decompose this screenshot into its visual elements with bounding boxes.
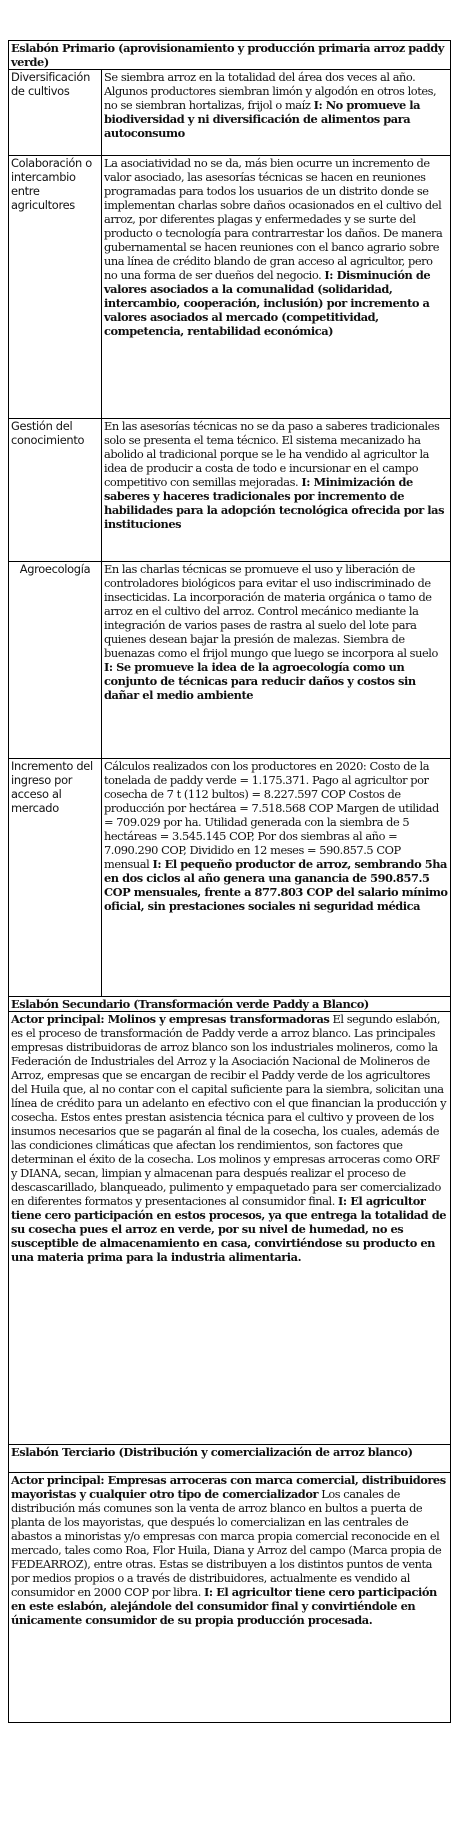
secondary-link-description bbox=[9, 1012, 451, 1445]
row-label-diversification: Diversificación de cultivos bbox=[9, 70, 102, 156]
actor-label: Actor principal: Empresas arroceras con marca comercial, distribuidores mayoristas y cualquier otro tipo de comercializador bbox=[11, 1473, 446, 1501]
tertiary-link-description bbox=[9, 1473, 451, 1723]
table-row bbox=[9, 419, 451, 562]
row-label-agroecology: Agroecología bbox=[9, 562, 102, 759]
impact-text: I: No promueve la biodiversidad y ni diversificación de alimentos para autoconsumo bbox=[104, 98, 421, 140]
actor-label: Actor principal: Molinos y empresas transformadoras bbox=[11, 1012, 330, 1026]
row-description bbox=[102, 759, 451, 997]
description-text: Los canales de distribución más comunes son la venta de arroz blanco en bultos a puerta de planta de los mayoristas, que después lo comercializan en las centrales de abastos a minoristas y/o empresas con marca propia comercial reconocide en el mercado, tales como Roa, Flor Huila, Diana y Arroz del campo (Marca propia de FEDEARROZ), entre otras. Estas se distribuyen a los distintos puntos de venta por medios propios o a través de distribuidores, actualmente es vendido al consumidor en 2000 COP por libra. bbox=[11, 1487, 442, 1599]
table-row bbox=[9, 562, 451, 759]
row-description bbox=[102, 419, 451, 562]
row-description bbox=[102, 562, 451, 759]
row-label-knowledge-management: Gestión del conocimiento bbox=[9, 419, 102, 562]
description-text: Cálculos realizados con los productores en 2020: Costo de la tonelada de paddy verde = 1.175.371. Pago al agricultor por cosecha de 7 t (112 bultos) = 8.227.597 COP Costos de producción por hectárea = 7.518.568 COP Margen de utilidad = 709.029 por ha. Utilidad generada con la siembra de 5 hectáreas = 3.545.145 COP, Por dos siembras al año = 7.090.290 COP, Dividido en 12 meses = 590.857.5 COP mensual bbox=[104, 759, 439, 871]
tertiary-link-header-row bbox=[9, 1445, 451, 1473]
table-row bbox=[9, 759, 451, 997]
description-text: La asociatividad no se da, más bien ocurre un incremento de valor asociado, las asesorías técnicas se hacen en reuniones programadas para todos los usuarios de un distrito donde se implementan charlas sobre daños ocasionados en el cultivo del arroz, por diferentes plagas y enfermedades y se surte del producto o tecnología para contrarrestar los daños. De manera gubernamental se hacen reuniones con el banco agrario sobre una línea de crédito blando de gran acceso al agricultor, pero no una forma de ser dueños del negocio. bbox=[104, 156, 443, 282]
row-label-collaboration: Colaboración o intercambio entre agricultores bbox=[9, 156, 102, 419]
impact-text: I: Se promueve la idea de la agroecología como un conjunto de técnicas para reducir daños y costos sin dañar el medio ambiente bbox=[104, 660, 416, 702]
primary-link-header-row bbox=[9, 41, 451, 70]
description-text: En las charlas técnicas se promueve el uso y liberación de controladores biológicos para evitar el uso indiscriminado de insecticidas. La incorporación de materia orgánica o tamo de arroz en el cultivo del arroz. Control mecánico mediante la integración de varios pases de rastra al suelo del lote para quienes desean bajar la presión de malezas. Siembra de buenazas como el frijol mungo que luego se incorpora al suelo bbox=[104, 562, 438, 660]
impact-text: I: El pequeño productor de arroz, sembrando 5ha en dos ciclos al año genera una ganancia de 590.857.5 COP mensuales, frente a 877.803 COP del salario mínimo oficial, sin prestaciones sociales ni seguridad médica bbox=[104, 857, 448, 913]
value-chain-table bbox=[8, 40, 451, 1723]
table-row bbox=[9, 70, 451, 156]
description-text: Se siembra arroz en la totalidad del área dos veces al año. Algunos productores siembran limón y algodón en otros lotes, no se siembran hortalizas, frijol o maíz bbox=[104, 70, 437, 112]
row-description bbox=[102, 70, 451, 156]
impact-text: I: El agricultor tiene cero participación en estos procesos, ya que entrega la totalidad de su cosecha pues el arroz en verde, por su nivel de humedad, no es susceptible de almacenamiento en casa, convirtiéndose su producto en una materia prima para la industria alimentaria. bbox=[11, 1194, 447, 1264]
secondary-link-body-row bbox=[9, 1012, 451, 1445]
impact-text: I: Minimización de saberes y haceres tradicionales por incremento de habilidades para la adopción tecnológica ofrecida por las instituciones bbox=[104, 475, 445, 531]
row-label-income: Incremento del ingreso por acceso al mercado bbox=[9, 759, 102, 997]
description-text: En las asesorías técnicas no se da paso a saberes tradicionales solo se presenta el tema técnico. El sistema mecanizado ha abolido al tradicional porque se le ha vendido al agricultor la idea de producir a costa de todo e incursionar en el campo competitivo con semillas mejoradas. bbox=[104, 419, 440, 489]
impact-text: I: Disminución de valores asociados a la comunalidad (solidaridad, intercambio, cooperación, inclusión) por incremento a valores asociados al mercado (competitividad, competencia, rentabilidad económica) bbox=[104, 268, 431, 338]
impact-text: I: El agricultor tiene cero participación en este eslabón, alejándole del consumidor final y convirtiéndole en únicamente consumidor de su propia producción procesada. bbox=[11, 1585, 437, 1627]
secondary-link-header-row bbox=[9, 997, 451, 1012]
row-description bbox=[102, 156, 451, 419]
tertiary-link-title: Eslabón Terciario (Distribución y comercialización de arroz blanco) bbox=[9, 1445, 451, 1473]
tertiary-link-body-row bbox=[9, 1473, 451, 1723]
primary-link-title: Eslabón Primario (aprovisionamiento y producción primaria arroz paddy verde) bbox=[9, 41, 451, 70]
secondary-link-title: Eslabón Secundario (Transformación verde Paddy a Blanco) bbox=[9, 997, 451, 1012]
table-row bbox=[9, 156, 451, 419]
description-text: El segundo eslabón, es el proceso de transformación de Paddy verde a arroz blanco. Las principales empresas distribuidoras de arroz blanco son los industriales molineros, como la Federación de Industriales del Arroz y la Asociación Nacional de Molineros de Arroz, empresas que se encargan de recibir el Paddy verde de los agricultores del Huila que, al no contar con el capital suficiente para la siembra, solicitan una línea de crédito para un adelanto en efectivo con el que financian la producción y cosecha. Estos entes prestan asistencia técnica para el cultivo y proveen de los insumos necesarios que se pagarán al final de la cosecha, los cuales, además de las condiciones climáticas que afectan los rendimientos, son factores que determinan el éxito de la cosecha. Los molinos y empresas arroceras como ORF y DIANA, secan, limpian y almacenan para después realizar el proceso de descascarillado, blanqueado, pulimento y empaquetado para ser comercializado en diferentes formatos y presentaciones al consumidor final. bbox=[11, 1012, 447, 1208]
